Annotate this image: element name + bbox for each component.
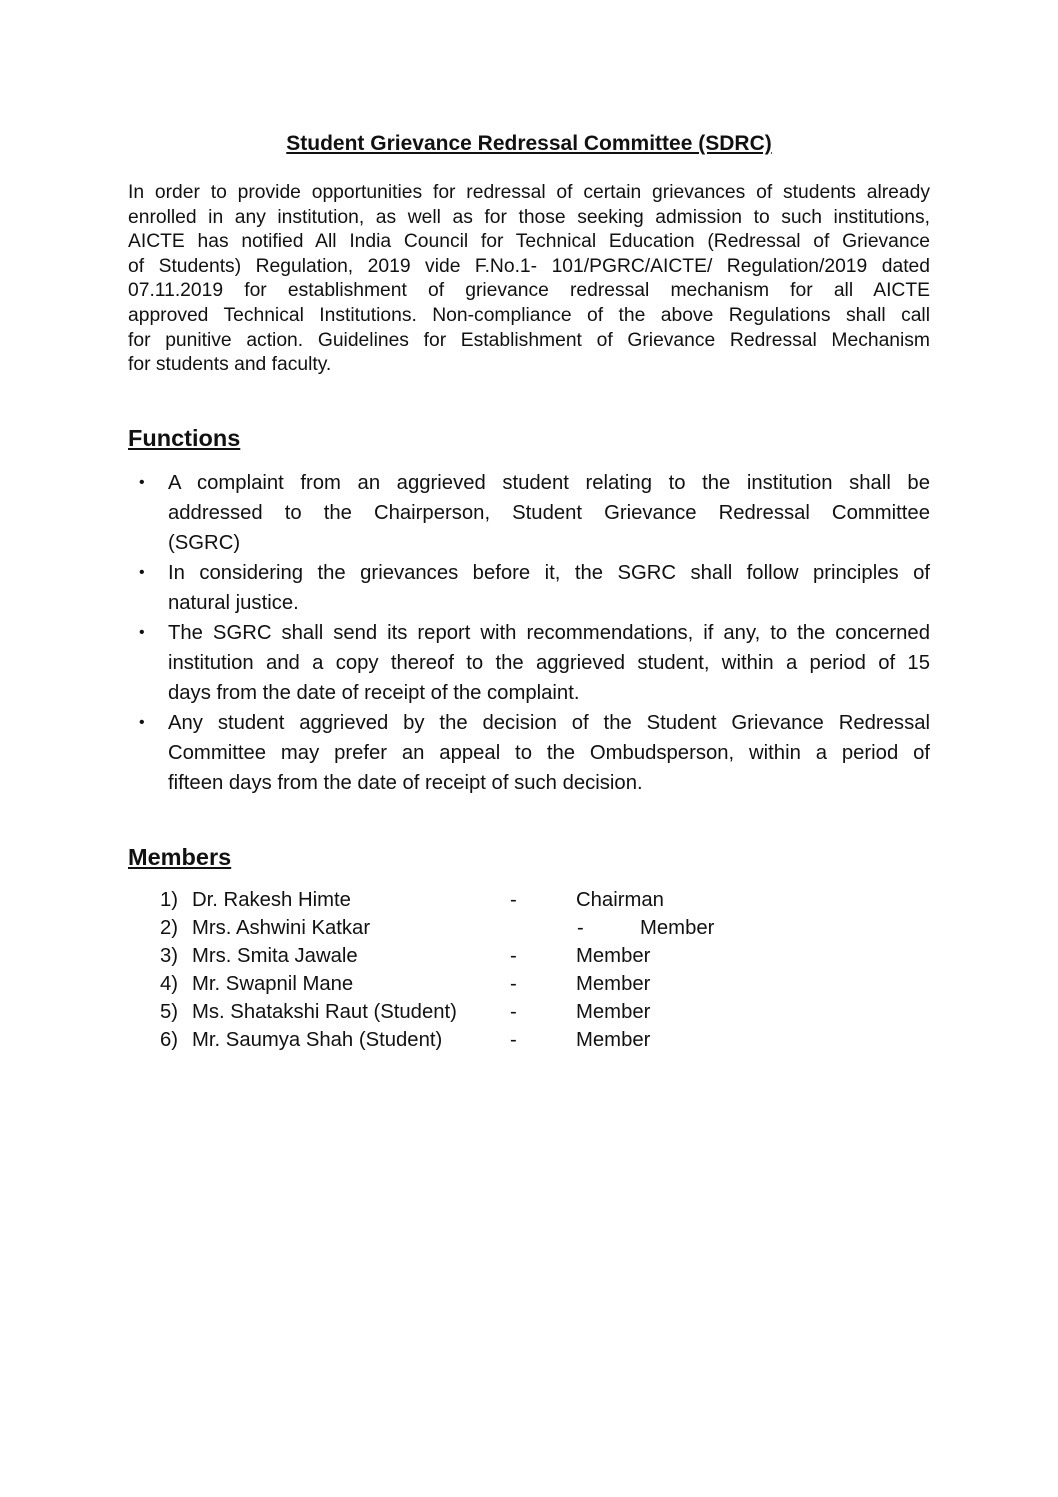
member-separator: - [510, 1001, 517, 1023]
function-line: (SGRC) [168, 532, 241, 554]
bullet-icon: • [139, 714, 145, 731]
member-number: 6) [160, 1029, 179, 1051]
member-name: Mr. Swapnil Mane [192, 973, 354, 995]
intro-line: AICTE has notified All India Council for Technical Education (Redressal of Grievance [128, 231, 930, 253]
intro-line: enrolled in any institution, as well as for those seeking admission to such institutions, [128, 206, 930, 228]
function-item [128, 618, 930, 708]
member-number: 2) [160, 917, 179, 939]
functions-heading: Functions [128, 425, 241, 451]
function-line: A complaint from an aggrieved student relating to the institution shall be [168, 472, 930, 494]
bullet-icon: • [139, 624, 145, 641]
page-title: Student Grievance Redressal Committee (SDRC) [286, 132, 772, 155]
function-item [128, 708, 930, 798]
member-separator: - [510, 889, 517, 911]
member-name: Mrs. Ashwini Katkar [192, 917, 371, 939]
member-number: 4) [160, 973, 179, 995]
functions-list [128, 468, 930, 798]
member-name: Mrs. Smita Jawale [192, 945, 358, 967]
member-role: Member [576, 945, 651, 967]
function-line: institution and a copy thereof to the aggrieved student, within a period of 15 [168, 652, 930, 674]
intro-line: 07.11.2019 for establishment of grievance redressal mechanism for all AICTE [128, 280, 930, 302]
member-name: Dr. Rakesh Himte [192, 889, 351, 911]
function-line: days from the date of receipt of the complaint. [168, 682, 580, 704]
function-line: natural justice. [168, 592, 299, 614]
intro-line: of Students) Regulation, 2019 vide F.No.1- 101/PGRC/AICTE/ Regulation/2019 dated [128, 255, 930, 277]
member-separator: - [577, 917, 584, 939]
member-role: Member [576, 1001, 651, 1023]
intro-paragraph [128, 181, 930, 378]
member-separator: - [510, 945, 517, 967]
function-line: Any student aggrieved by the decision of the Student Grievance Redressal [168, 712, 930, 734]
member-row [128, 1026, 930, 1054]
function-line: addressed to the Chairperson, Student Grievance Redressal Committee [168, 502, 930, 524]
member-number: 3) [160, 945, 179, 967]
function-line: In considering the grievances before it, the SGRC shall follow principles of [168, 562, 930, 584]
function-item [128, 558, 930, 618]
member-role: Member [576, 1029, 651, 1051]
member-row [128, 914, 930, 942]
member-separator: - [510, 973, 517, 995]
member-number: 5) [160, 1001, 179, 1023]
members-list [128, 886, 930, 1054]
member-role: Member [576, 973, 651, 995]
function-line: The SGRC shall send its report with recommendations, if any, to the concerned [168, 622, 930, 644]
function-line: Committee may prefer an appeal to the Ombudsperson, within a period of [168, 742, 930, 764]
member-row [128, 886, 930, 914]
member-separator: - [510, 1029, 517, 1051]
member-role: Member [640, 917, 715, 939]
members-heading: Members [128, 844, 232, 870]
intro-line: In order to provide opportunities for redressal of certain grievances of students already [128, 182, 930, 203]
member-number: 1) [160, 889, 179, 911]
member-name: Ms. Shatakshi Raut (Student) [192, 1001, 457, 1023]
intro-line: for punitive action. Guidelines for Establishment of Grievance Redressal Mechanism [128, 329, 930, 351]
intro-line: for students and faculty. [128, 354, 332, 376]
member-row [128, 998, 930, 1026]
bullet-icon: • [139, 564, 145, 581]
member-role: Chairman [576, 889, 664, 911]
function-item [128, 468, 930, 558]
member-row [128, 942, 930, 970]
member-row [128, 970, 930, 998]
intro-line: approved Technical Institutions. Non-compliance of the above Regulations shall call [128, 304, 930, 326]
bullet-icon: • [139, 474, 145, 491]
function-line: fifteen days from the date of receipt of such decision. [168, 772, 643, 794]
member-name: Mr. Saumya Shah (Student) [192, 1029, 443, 1051]
